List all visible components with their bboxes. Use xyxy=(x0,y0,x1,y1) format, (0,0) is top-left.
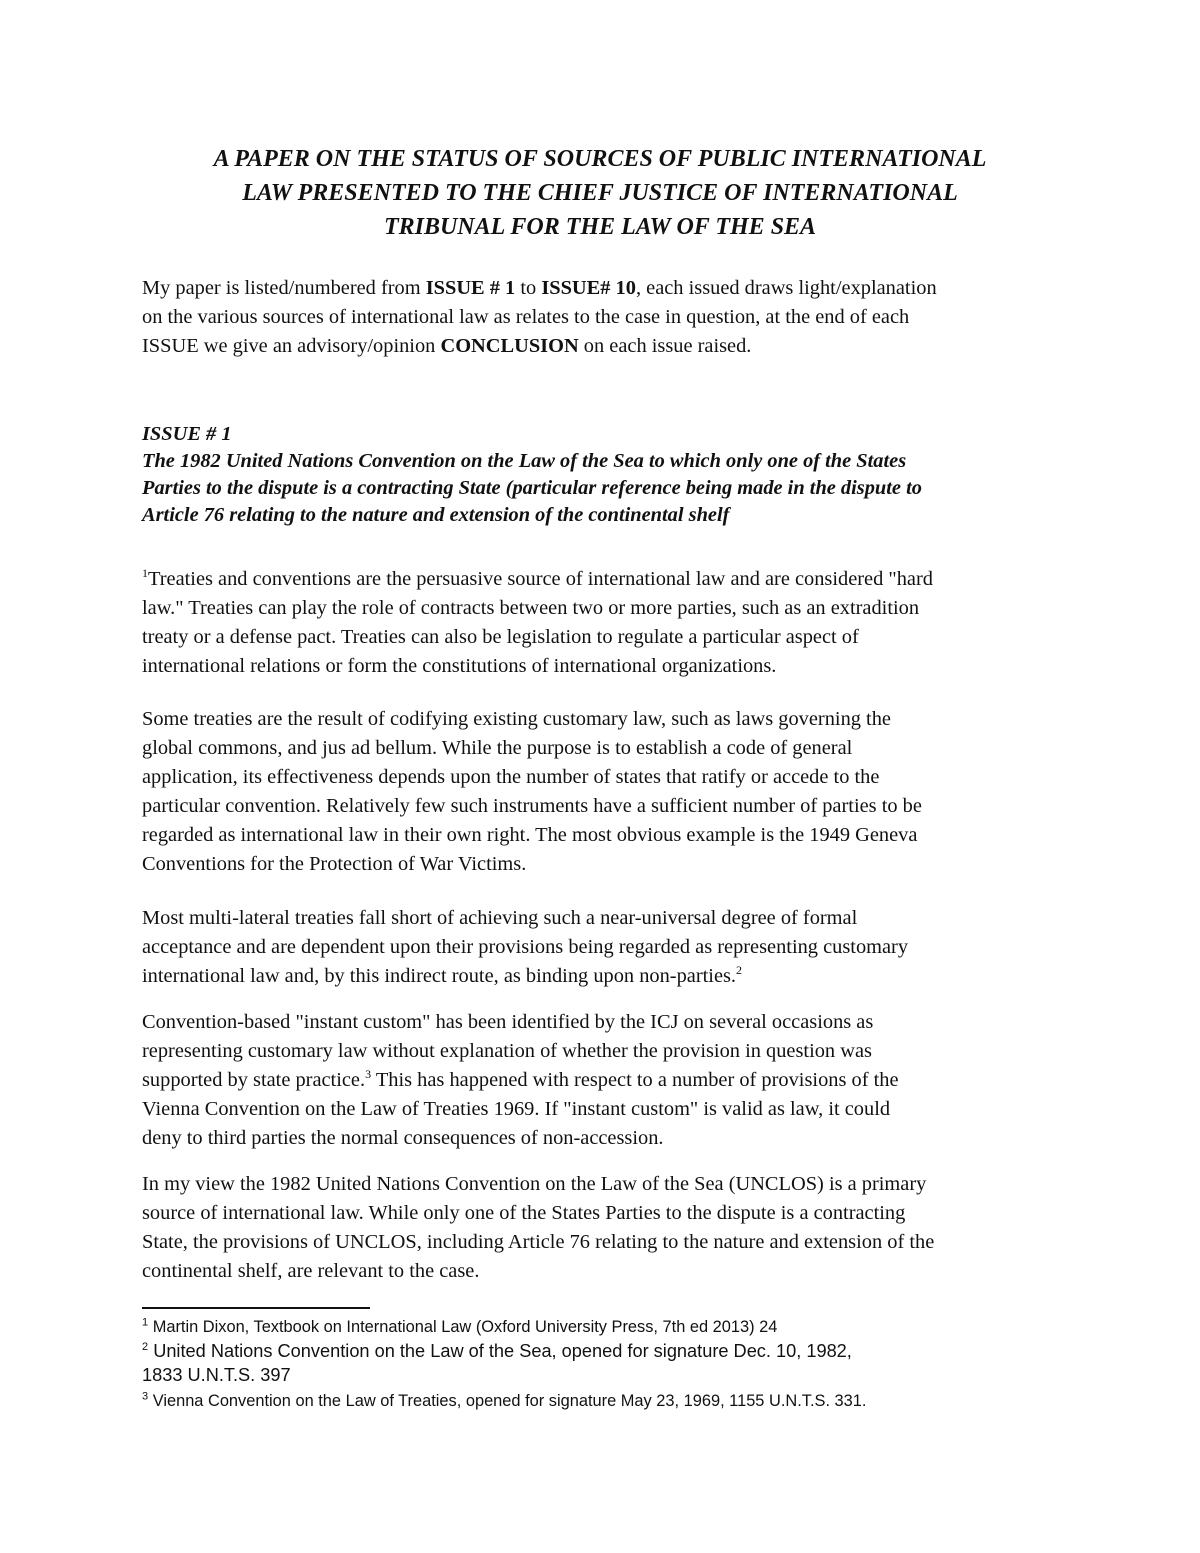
issue-heading xyxy=(142,421,1082,529)
paragraph-text: supported by state practice. xyxy=(142,1069,366,1091)
paragraph-line: deny to third parties the normal consequences of non-accession. xyxy=(142,1127,664,1149)
intro-text: , each issued draws light/explanation xyxy=(635,277,937,299)
conclusion-term: CONCLUSION xyxy=(440,335,579,357)
issue-heading-line: The 1982 United Nations Convention on the Law of the Sea to which only one of the States xyxy=(142,450,907,472)
footnote-separator xyxy=(142,1307,370,1309)
intro-line xyxy=(142,274,1082,303)
intro-text: ISSUE we give an advisory/opinion xyxy=(142,335,441,357)
paragraph-line xyxy=(142,962,1082,991)
paragraph-line: Conventions for the Protection of War Victims. xyxy=(142,853,527,875)
title-line: LAW PRESENTED TO THE CHIEF JUSTICE OF INTERNATIONAL xyxy=(242,180,958,206)
paragraph-line: source of international law. While only one of the States Parties to the dispute is a contracting xyxy=(142,1202,906,1224)
intro-line: on the various sources of international law as relates to the case in question, at the end of each xyxy=(142,306,910,328)
paragraph-instant-custom xyxy=(142,1008,1082,1153)
paragraph-codification xyxy=(142,705,1082,879)
paragraph-line: law." Treaties can play the role of contracts between two or more parties, such as an extradition xyxy=(142,597,920,619)
paragraph-line: continental shelf, are relevant to the case. xyxy=(142,1260,480,1282)
intro-text: to xyxy=(515,277,542,299)
paragraph-line: In my view the 1982 United Nations Convention on the Law of the Sea (UNCLOS) is a primary xyxy=(142,1173,927,1195)
footnote-marker: 3 xyxy=(365,1067,372,1082)
paragraph-line: Most multi-lateral treaties fall short of achieving such a near-universal degree of formal xyxy=(142,907,858,929)
paragraph-line: Convention-based "instant custom" has been identified by the ICJ on several occasions as xyxy=(142,1011,874,1033)
title-line: TRIBUNAL FOR THE LAW OF THE SEA xyxy=(383,214,817,240)
paragraph-line: State, the provisions of UNCLOS, including Article 76 relating to the nature and extension of the xyxy=(142,1231,935,1253)
paragraph-text: Treaties and conventions are the persuasive source of international law and are considered "hard xyxy=(148,568,933,590)
intro-text: My paper is listed/numbered from xyxy=(142,277,426,299)
intro-text: on each issue raised. xyxy=(578,335,752,357)
paragraph-text: international law and, by this indirect route, as binding upon non-parties. xyxy=(142,965,737,987)
footnote-marker: 2 xyxy=(736,963,743,978)
intro-line xyxy=(142,332,1082,361)
footnote-number: 2 xyxy=(142,1340,149,1353)
issue-heading-line: Parties to the dispute is a contracting State (particular reference being made in the dispute to xyxy=(142,477,922,499)
paragraph-line: global commons, and jus ad bellum. While the purpose is to establish a code of general xyxy=(142,737,853,759)
paragraph-line: representing customary law without explanation of whether the provision in question was xyxy=(142,1040,872,1062)
paragraph-line: acceptance and are dependent upon their provisions being regarded as representing customary xyxy=(142,936,909,958)
issue-label: ISSUE # 1 xyxy=(142,423,232,445)
paragraph-line xyxy=(142,1066,1082,1095)
paragraph-line: regarded as international law in their own right. The most obvious example is the 1949 Geneva xyxy=(142,824,918,846)
footnote-2-continued: 1833 U.N.T.S. 397 xyxy=(142,1365,291,1385)
document-title xyxy=(140,142,1060,244)
footnote-1 xyxy=(142,1316,1102,1339)
paragraph-multilateral xyxy=(142,904,1082,991)
footnote-2 xyxy=(142,1339,1102,1363)
footnote-marker: 1 xyxy=(142,566,148,581)
footnote-text: United Nations Convention on the Law of the Sea, opened for signature Dec. 10, 1982, xyxy=(153,1341,852,1361)
paragraph-line: application, its effectiveness depends upon the number of states that ratify or accede to the xyxy=(142,766,880,788)
paragraph-line: particular convention. Relatively few such instruments have a sufficient number of parties to be xyxy=(142,795,922,817)
intro-paragraph xyxy=(142,274,1082,361)
issue-range-end: ISSUE# 10 xyxy=(541,277,636,299)
paragraph-line xyxy=(142,565,1082,594)
footnote-text: Vienna Convention on the Law of Treaties, opened for signature May 23, 1969, 1155 U.N.T.S. 331. xyxy=(152,1392,867,1410)
paragraph-line: international relations or form the constitutions of international organizations. xyxy=(142,655,777,677)
paragraph-line: Vienna Convention on the Law of Treaties 1969. If "instant custom" is valid as law, it could xyxy=(142,1098,891,1120)
footnote-number: 1 xyxy=(142,1316,149,1329)
footnote-3 xyxy=(142,1390,1102,1413)
title-line: A PAPER ON THE STATUS OF SOURCES OF PUBLIC INTERNATIONAL xyxy=(213,146,987,172)
paragraph-treaties xyxy=(142,565,1082,681)
footnote-number: 3 xyxy=(142,1390,149,1403)
issue-range-start: ISSUE # 1 xyxy=(425,277,516,299)
paragraph-unclos-view xyxy=(142,1170,1082,1286)
footnotes xyxy=(142,1316,1102,1413)
issue-heading-line: Article 76 relating to the nature and extension of the continental shelf xyxy=(142,504,730,526)
footnote-text: Martin Dixon, Textbook on International Law (Oxford University Press, 7th ed 2013) 24 xyxy=(152,1318,778,1336)
paragraph-text: This has happened with respect to a number of provisions of the xyxy=(371,1069,899,1091)
paragraph-line: treaty or a defense pact. Treaties can also be legislation to regulate a particular aspect of xyxy=(142,626,859,648)
paragraph-line: Some treaties are the result of codifying existing customary law, such as laws governing the xyxy=(142,708,891,730)
